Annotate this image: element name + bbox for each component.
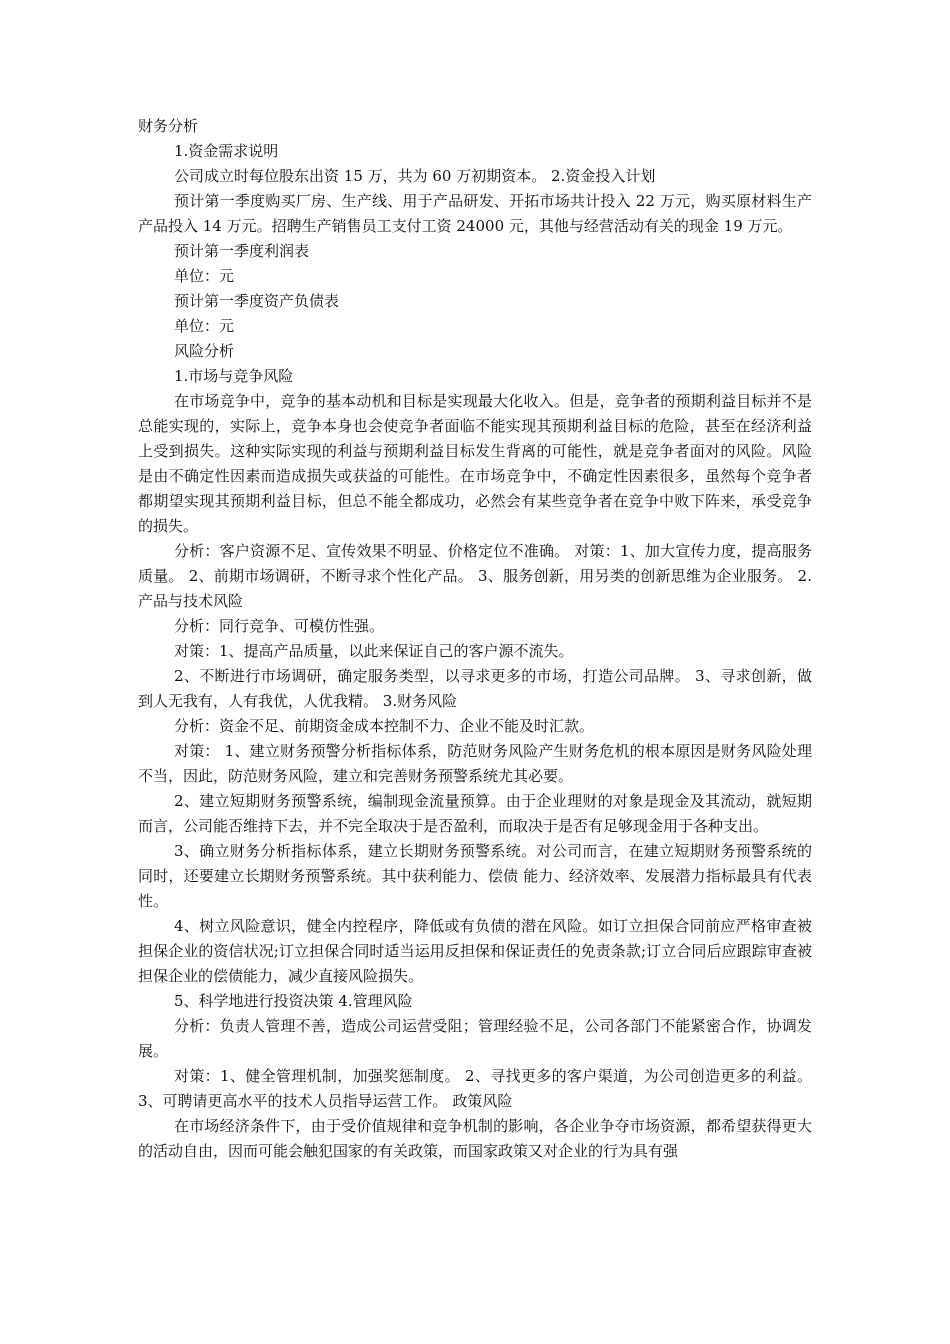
paragraph: 对策： 1、建立财务预警分析指标体系，防范财务风险产生财务危机的根本原因是财务风险处理不当，因此，防范财务风险，建立和完善财务预警系统尤其必要。 xyxy=(138,742,812,785)
paragraph: 分析：同行竞争、可模仿性强。 xyxy=(174,617,385,635)
document-title: 财务分析 xyxy=(138,117,199,135)
paragraph: 2、不断进行市场调研，确定服务类型，以寻求更多的市场，打造公司品牌。 3、寻求创新，做到人无我有，人有我优，人优我精。 3.财务风险 xyxy=(138,667,812,710)
paragraph: 4、树立风险意识，健全内控程序，降低或有负债的潜在风险。如订立担保合同前应严格审查被担保企业的资信状况;订立担保合同时适当运用反担保和保证责任的免责条款;订立合同后应跟踪审查被担保企业的偿债能力，减少直接风险损失。 xyxy=(138,917,812,985)
paragraph: 2、建立短期财务预警系统，编制现金流量预算。由于企业理财的对象是现金及其流动，就短期而言，公司能否维持下去，并不完全取决于是否盈利，而取决于是否有足够现金用于各种支出。 xyxy=(138,792,812,835)
paragraph: 风险分析 xyxy=(174,342,235,360)
paragraph: 预计第一季度购买厂房、生产线、用于产品研发、开拓市场共计投入 22 万元，购买原材料生产产品投入 14 万元。招聘生产销售员工支付工资 24000 元，其他与经营活动有关的现金 19 万元。 xyxy=(138,192,812,235)
paragraph: 分析：客户资源不足、宣传效果不明显、价格定位不准确。 对策：1、加大宣传力度，提高服务质量。 2、前期市场调研，不断寻求个性化产品。 3、服务创新，用另类的创新思维为企业服务。 2.产品与技术风险 xyxy=(138,542,812,610)
paragraph: 单位：元 xyxy=(174,317,235,335)
paragraph: 对策：1、提高产品质量，以此来保证自己的客户源不流失。 xyxy=(174,642,574,660)
paragraph: 分析：负责人管理不善，造成公司运营受阻；管理经验不足，公司各部门不能紧密合作，协调发展。 xyxy=(138,1017,812,1060)
paragraph: 在市场竞争中，竞争的基本动机和目标是实现最大化收入。但是，竞争者的预期利益目标并不是总能实现的，实际上，竞争本身也会使竞争者面临不能实现其预期利益目标的危险，甚至在经济利益上受到损失。这种实际实现的利益与预期利益目标发生背离的可能性，就是竞争者面对的风险。风险是由不确定性因素而造成损失或获益的可能性。在市场竞争中，不确定性因素很多，虽然每个竞争者都期望实现其预期利益目标，但总不能全都成功，必然会有某些竞争者在竞争中败下阵来，承受竞争的损失。 xyxy=(138,392,812,535)
paragraph: 对策：1、健全管理机制，加强奖惩制度。 2、寻找更多的客户渠道，为公司创造更多的利益。 3、可聘请更高水平的技术人员指导运营工作。 政策风险 xyxy=(138,1067,812,1110)
paragraph: 5、科学地进行投资决策 4.管理风险 xyxy=(174,992,413,1010)
paragraph: 3、确立财务分析指标体系，建立长期财务预警系统。对公司而言，在建立短期财务预警系统的同时，还要建立长期财务预警系统。其中获利能力、偿债 能力、经济效率、发展潜力指标最具有代表性。 xyxy=(138,842,812,910)
paragraph: 1.市场与竞争风险 xyxy=(174,367,294,385)
paragraph: 1.资金需求说明 xyxy=(174,142,279,160)
paragraph: 单位：元 xyxy=(174,267,235,285)
paragraph: 在市场经济条件下，由于受价值规律和竞争机制的影响，各企业争夺市场资源，都希望获得更大的活动自由，因而可能会触犯国家的有关政策，而国家政策又对企业的行为具有强 xyxy=(138,1117,812,1160)
document-body xyxy=(138,114,812,1164)
paragraph: 分析：资金不足、前期资金成本控制不力、企业不能及时汇款。 xyxy=(174,717,595,735)
paragraph: 预计第一季度利润表 xyxy=(174,242,310,260)
paragraph: 预计第一季度资产负债表 xyxy=(174,292,340,310)
paragraph: 公司成立时每位股东出资 15 万，共为 60 万初期资本。 2.资金投入计划 xyxy=(174,167,656,185)
